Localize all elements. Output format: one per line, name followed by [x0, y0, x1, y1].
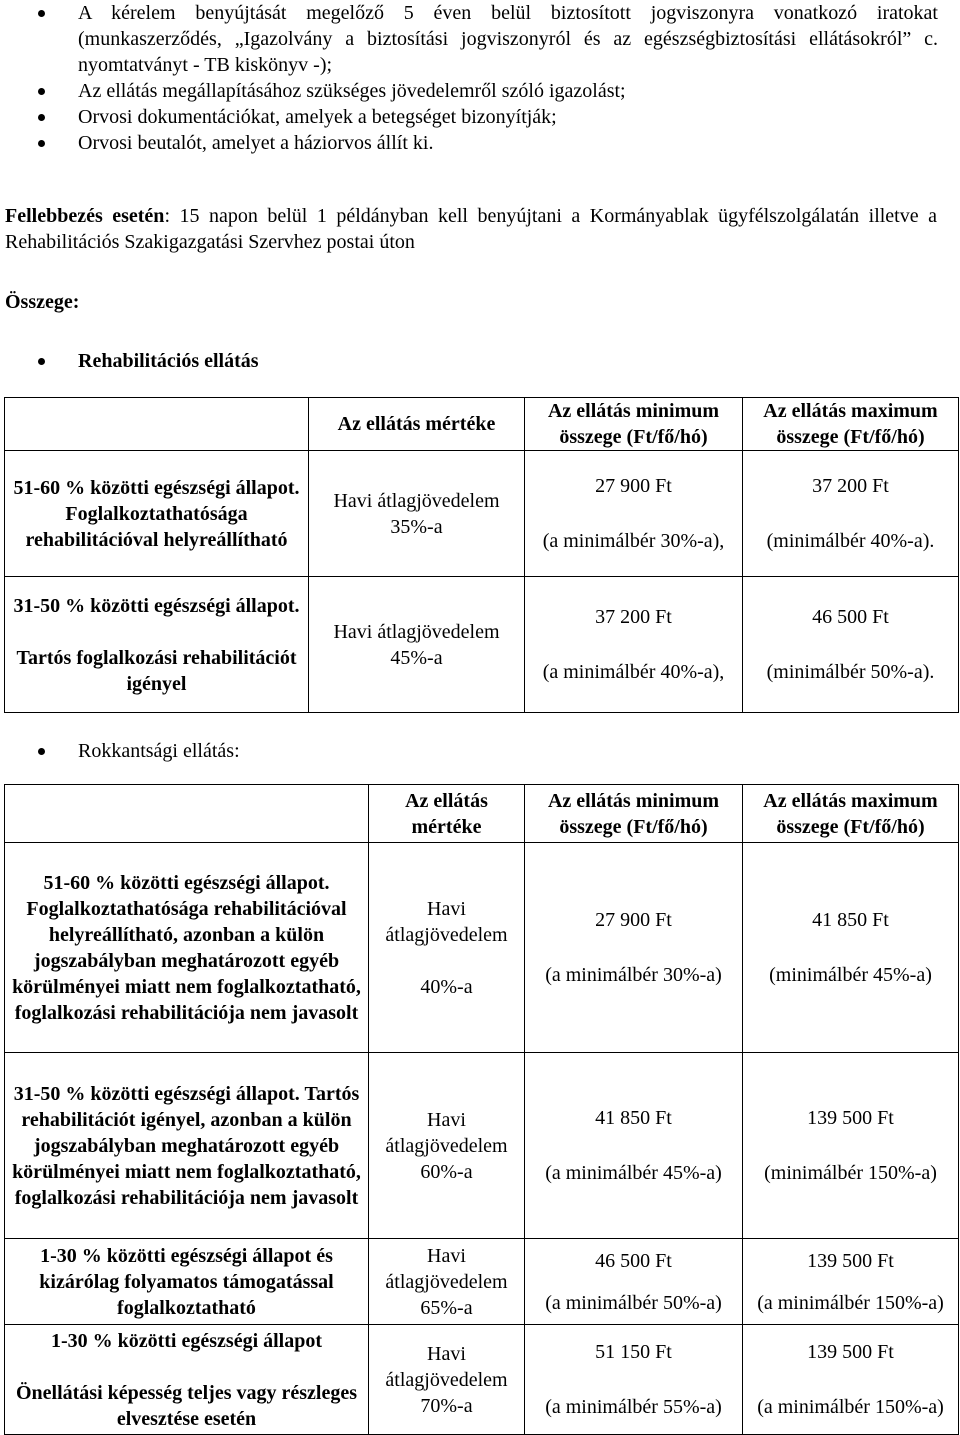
bullet-icon	[38, 358, 45, 365]
condition-text: 31-50 % közötti egészségi állapot.	[13, 594, 300, 617]
min-amount: 27 900 Ft	[595, 475, 672, 497]
min-amount: 37 200 Ft	[595, 606, 672, 628]
document-bullet-list	[0, 0, 960, 156]
bullet-icon	[38, 140, 45, 147]
max-amount: 139 500 Ft	[807, 1341, 894, 1363]
min-cell	[525, 451, 743, 577]
condition-text: 51-60 % közötti egészségi állapot. Foglalkoztathatósága rehabilitációval helyreállítható	[13, 476, 300, 551]
rate-cell	[309, 577, 525, 713]
list-item-text: A kérelem benyújtását megelőző 5 éven belül biztosított jogviszonyra vonatkozó iratokat (munkaszerződés, „Igazolvány a biztosítási jogviszonyról és az egészségbiztosítási ellátásokról” c. nyomtatványt - TB kiskönyv -);	[78, 2, 938, 76]
header-rate: Az ellátás mértéke	[369, 785, 525, 843]
rate-cell	[369, 1239, 525, 1325]
condition-cell	[5, 1325, 369, 1435]
list-item	[0, 104, 960, 130]
max-amount: 139 500 Ft	[807, 1249, 894, 1272]
max-note: (minimálbér 45%-a)	[769, 964, 932, 986]
appeal-paragraph	[5, 203, 937, 255]
max-note: (minimálbér 50%-a).	[766, 661, 935, 683]
appeal-label: Fellebbezés esetén	[5, 205, 165, 227]
condition-text-2: Tartós foglalkozási rehabilitációt igényel	[16, 646, 297, 695]
min-note: (a minimálbér 40%-a),	[542, 661, 725, 683]
rate-text: Havi átlagjövedelem 45%-a	[333, 620, 500, 669]
condition-text: 1-30 % közötti egészségi állapot	[50, 1329, 323, 1352]
rate-text: Havi átlagjövedelem 70%-a	[385, 1342, 508, 1417]
appeal-text: : 15 napon belül 1 példányban kell benyújtani a Kormányablak ügyfélszolgálatán illetve a Rehabilitációs Szakigazgatási Szervhez postai úton	[5, 205, 937, 253]
header-rate: Az ellátás mértéke	[309, 398, 525, 451]
rate-cell	[309, 451, 525, 577]
max-note: (minimálbér 40%-a).	[766, 530, 935, 552]
table-row	[5, 577, 959, 713]
min-cell	[525, 843, 743, 1053]
min-note: (a minimálbér 30%-a),	[542, 530, 725, 552]
rokkant-table	[4, 784, 959, 1435]
table-row	[5, 1239, 959, 1325]
list-item-text: Orvosi dokumentációkat, amelyek a betegséget bizonyítják;	[78, 106, 557, 128]
max-cell	[743, 1325, 959, 1435]
max-amount: 41 850 Ft	[812, 909, 889, 931]
max-cell	[743, 577, 959, 713]
min-note: (a minimálbér 45%-a)	[545, 1162, 722, 1184]
min-amount: 41 850 Ft	[595, 1107, 672, 1129]
header-max: Az ellátás maximum összege (Ft/fő/hó)	[743, 785, 959, 843]
bullet-icon	[38, 88, 45, 95]
min-cell	[525, 1325, 743, 1435]
max-cell	[743, 451, 959, 577]
rate-cell	[369, 843, 525, 1053]
table-header-row	[5, 785, 959, 843]
max-cell	[743, 843, 959, 1053]
min-cell	[525, 577, 743, 713]
max-cell	[743, 1239, 959, 1325]
list-item	[0, 0, 960, 78]
rokkant-title: Rokkantsági ellátás:	[78, 740, 240, 762]
table-row	[5, 843, 959, 1053]
max-note: (a minimálbér 150%-a)	[757, 1291, 944, 1314]
header-cell-empty	[5, 785, 369, 843]
bullet-icon	[38, 10, 45, 17]
header-cell-empty	[5, 398, 309, 451]
list-item	[0, 78, 960, 104]
max-amount: 37 200 Ft	[812, 475, 889, 497]
table-row	[5, 1053, 959, 1239]
max-note: (a minimálbér 150%-a)	[757, 1396, 944, 1418]
min-note: (a minimálbér 55%-a)	[545, 1396, 722, 1418]
min-amount: 27 900 Ft	[595, 909, 672, 931]
max-amount: 46 500 Ft	[812, 606, 889, 628]
condition-text: 51-60 % közötti egészségi állapot. Foglalkoztathatósága rehabilitációval helyreállítható, azonban a külön jogszabályban meghatározott egyéb körülményei miatt nem foglalkoztatható, foglalkozási rehabilitációja nem javasolt	[12, 871, 361, 1024]
rehab-title: Rehabilitációs ellátás	[78, 350, 259, 372]
max-cell	[743, 1053, 959, 1239]
list-item-text: Orvosi beutalót, amelyet a háziorvos állít ki.	[78, 132, 434, 154]
min-amount: 46 500 Ft	[595, 1249, 672, 1272]
max-amount: 139 500 Ft	[807, 1107, 894, 1129]
amount-heading: Összege:	[5, 291, 80, 313]
condition-text: 31-50 % közötti egészségi állapot. Tartós rehabilitációt igényel, azonban a külön jogszabályban meghatározott egyéb körülményei miatt nem foglalkoztatható, foglalkozási rehabilitációja nem javasolt	[12, 1082, 361, 1209]
rate-cell	[369, 1053, 525, 1239]
min-note: (a minimálbér 30%-a)	[545, 964, 722, 986]
rehab-section	[0, 348, 960, 374]
rate-cell	[369, 1325, 525, 1435]
min-cell	[525, 1053, 743, 1239]
condition-cell	[5, 1053, 369, 1239]
rate-text: Havi átlagjövedelem 60%-a	[385, 1108, 508, 1183]
rokkant-section	[0, 738, 960, 764]
max-note: (minimálbér 150%-a)	[764, 1162, 937, 1184]
rate-text: Havi átlagjövedelem	[385, 897, 508, 946]
table-row	[5, 1325, 959, 1435]
rate-text-2: 40%-a	[420, 975, 473, 998]
table-row	[5, 451, 959, 577]
table-header-row	[5, 398, 959, 451]
bullet-icon	[38, 748, 45, 755]
condition-text: 1-30 % közötti egészségi állapot és kizárólag folyamatos támogatással foglalkoztatható	[39, 1244, 334, 1319]
rate-text: Havi átlagjövedelem 35%-a	[333, 489, 500, 538]
rehab-table	[4, 397, 959, 713]
min-amount: 51 150 Ft	[595, 1341, 672, 1363]
condition-cell	[5, 451, 309, 577]
list-item-text: Az ellátás megállapításához szükséges jövedelemről szóló igazolást;	[78, 80, 626, 102]
header-max: Az ellátás maximum összege (Ft/fő/hó)	[743, 398, 959, 451]
min-note: (a minimálbér 50%-a)	[545, 1291, 722, 1314]
rehab-title-item	[0, 348, 960, 374]
rate-text: Havi átlagjövedelem 65%-a	[385, 1244, 508, 1319]
condition-cell	[5, 1239, 369, 1325]
condition-text-2: Önellátási képesség teljes vagy részleges elvesztése esetén	[15, 1381, 358, 1430]
header-min: Az ellátás minimum összege (Ft/fő/hó)	[525, 785, 743, 843]
min-cell	[525, 1239, 743, 1325]
list-item	[0, 130, 960, 156]
condition-cell	[5, 577, 309, 713]
header-min: Az ellátás minimum összege (Ft/fő/hó)	[525, 398, 743, 451]
rokkant-title-item	[0, 738, 960, 764]
bullet-icon	[38, 114, 45, 121]
condition-cell	[5, 843, 369, 1053]
